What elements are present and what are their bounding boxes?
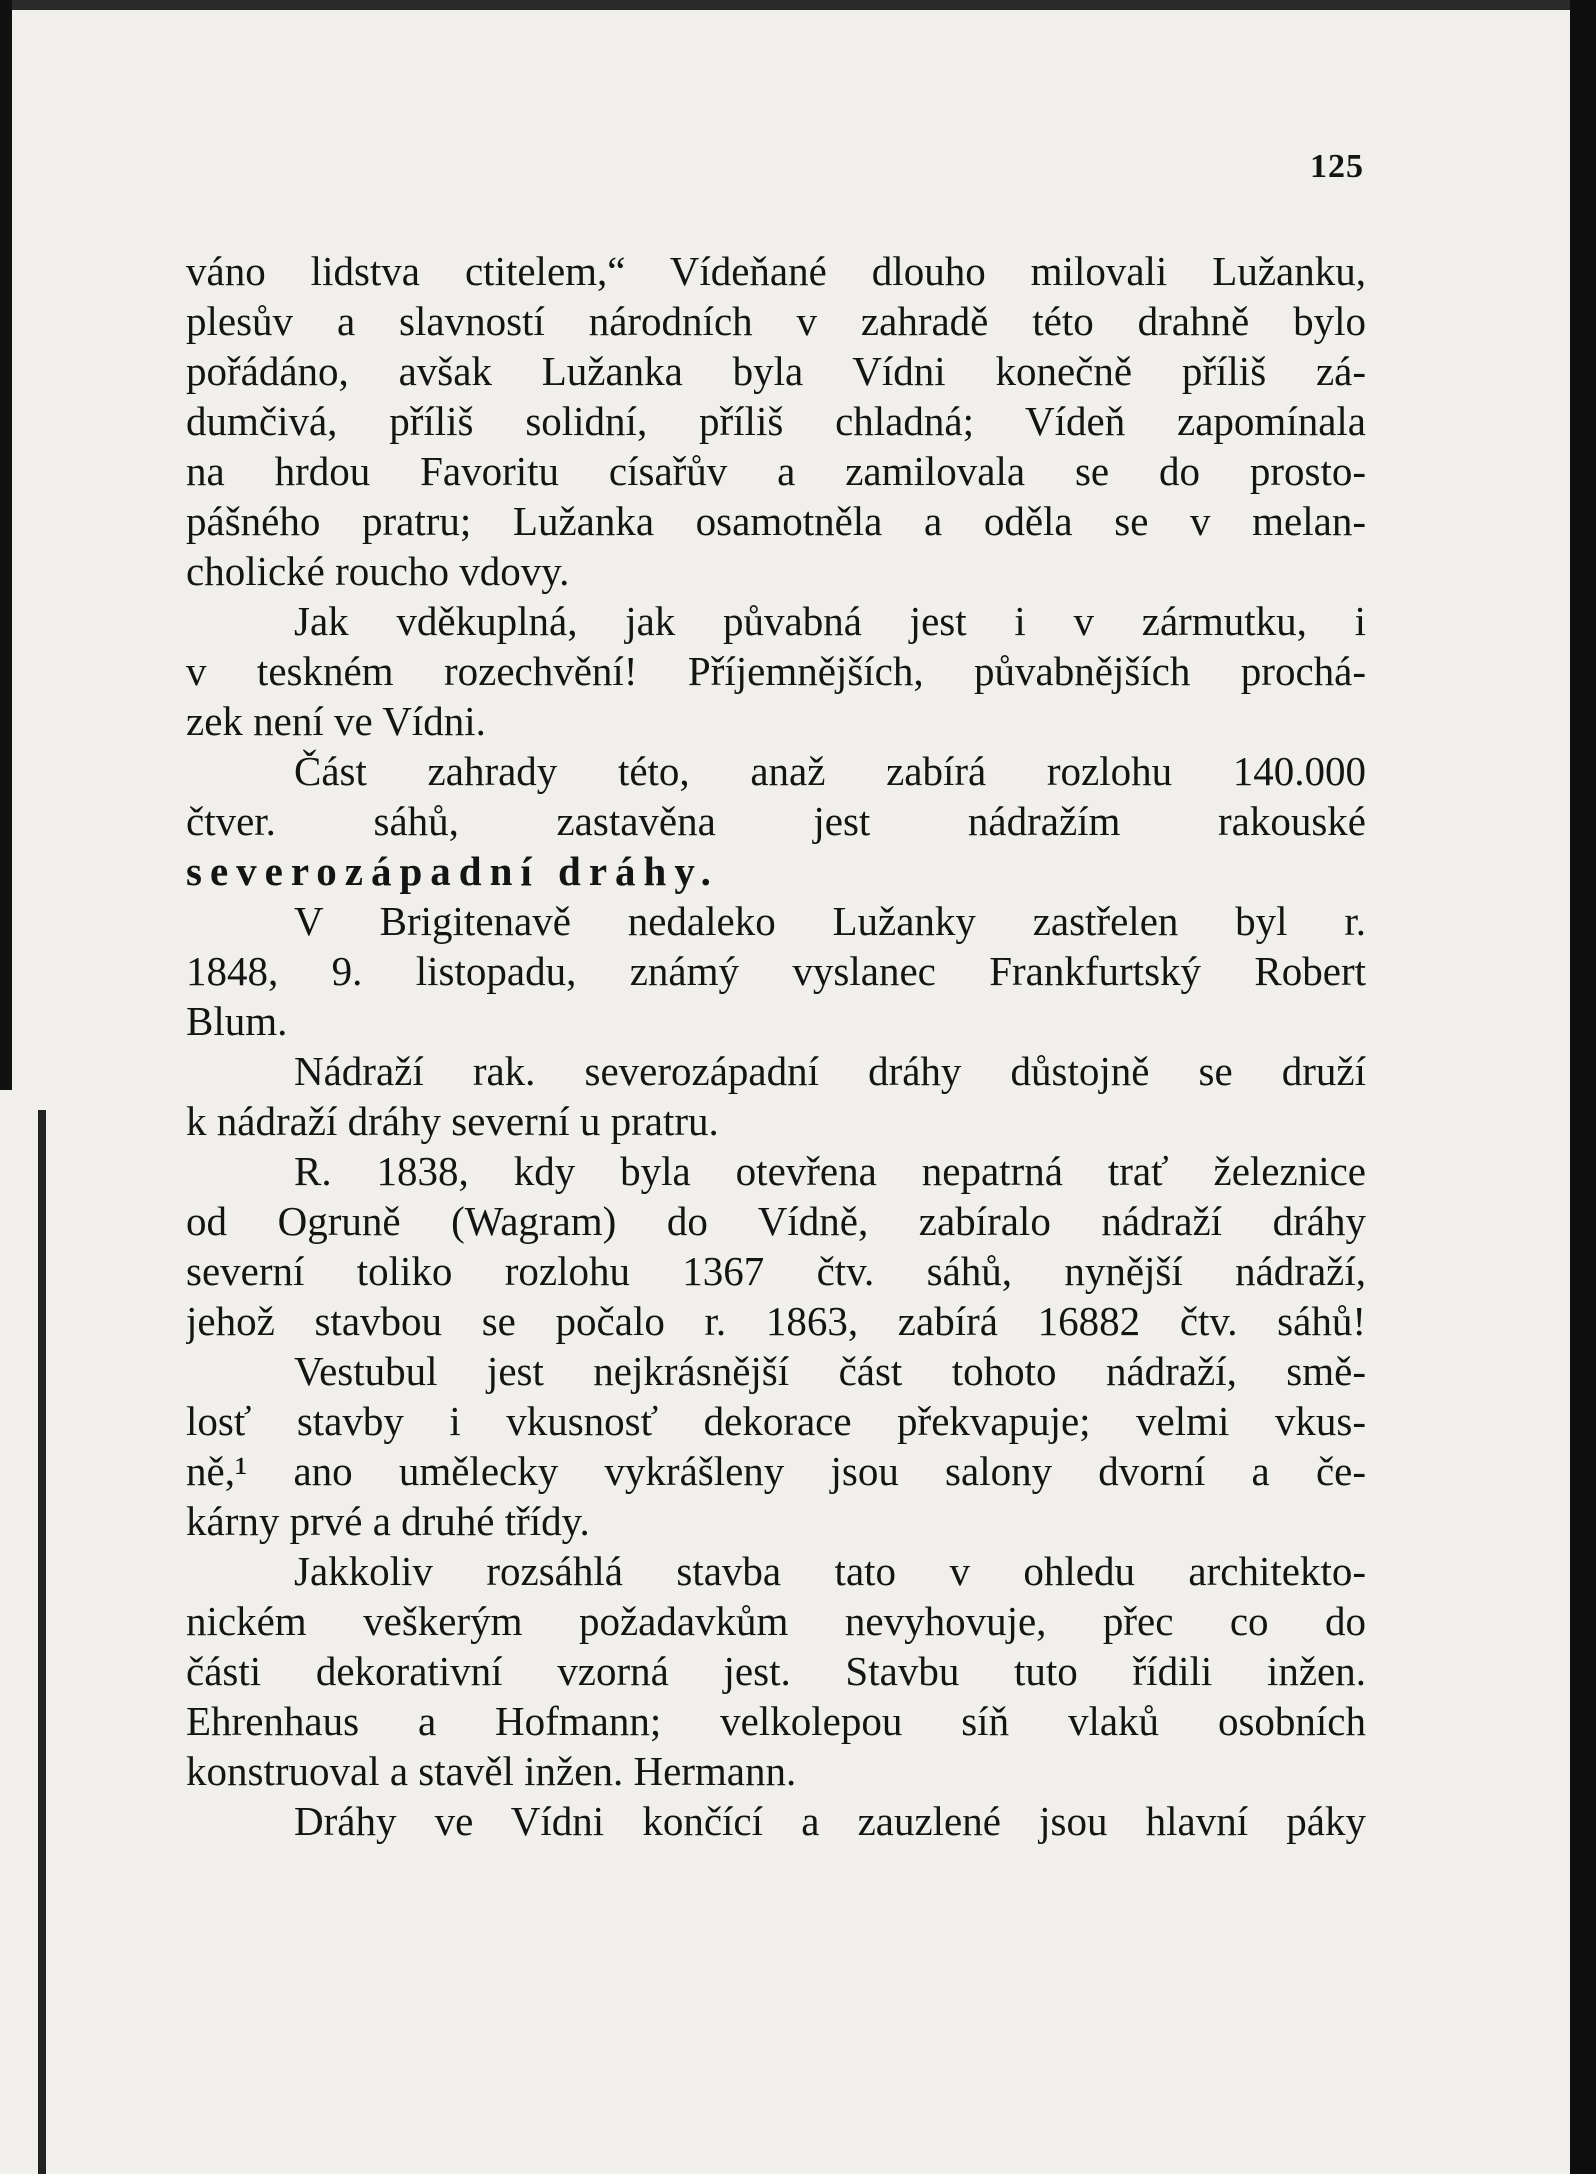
text-line: Blum. <box>186 998 288 1044</box>
page-number: 125 <box>1310 148 1364 185</box>
page-top-edge <box>0 0 1596 10</box>
text-line: pášného pratru; Lužanka osamotněla a oděla se v melan- <box>186 498 1366 544</box>
text-line: Část zahrady této, anaž zabírá rozlohu 140.000 <box>294 748 1366 794</box>
text-line: na hrdou Favoritu císařův a zamilovala se do prosto- <box>186 448 1366 494</box>
text-line: Nádraží rak. severozápadní dráhy důstojně se druží <box>294 1048 1366 1094</box>
text-line: severní toliko rozlohu 1367 čtv. sáhů, nynější nádraží, <box>186 1248 1366 1294</box>
binding-shadow-left <box>0 0 12 1090</box>
text-line: v teskném rozechvění! Příjemnějších, půvabnějších prochá- <box>186 648 1366 694</box>
text-line: kárny prvé a druhé třídy. <box>186 1498 590 1544</box>
text-line: 1848, 9. listopadu, známý vyslanec Frankfurtský Robert <box>186 948 1366 994</box>
text-line: konstruoval a stavěl inžen. Hermann. <box>186 1748 797 1794</box>
text-line: V Brigitenavě nedaleko Lužanky zastřelen byl r. <box>294 898 1366 944</box>
text-line: nickém veškerým požadavkům nevyhovuje, přec co do <box>186 1598 1366 1644</box>
text-line: váno lidstva ctitelem,“ Vídeňané dlouho milovali Lužanku, <box>186 248 1366 294</box>
text-line: od Ogruně (Wagram) do Vídně, zabíralo nádraží dráhy <box>186 1198 1366 1244</box>
text-line: severozápadní dráhy. <box>186 848 719 894</box>
text-line: Jakkoliv rozsáhlá stavba tato v ohledu architekto- <box>294 1548 1366 1594</box>
text-line: Dráhy ve Vídni končící a zauzlené jsou hlavní páky <box>294 1798 1366 1844</box>
text-line: části dekorativní vzorná jest. Stavbu tuto řídili inžen. <box>186 1648 1366 1694</box>
text-line: čtver. sáhů, zastavěna jest nádražím rakouské <box>186 798 1366 844</box>
text-line: losť stavby i vkusnosť dekorace překvapuje; velmi vkus- <box>186 1398 1366 1444</box>
text-line: Jak vděkuplná, jak půvabná jest i v zármutku, i <box>294 598 1366 644</box>
text-line: Ehrenhaus a Hofmann; velkolepou síň vlaků osobních <box>186 1698 1366 1744</box>
page-right-edge <box>1570 0 1596 2174</box>
text-line: R. 1838, kdy byla otevřena nepatrná trať železnice <box>294 1148 1366 1194</box>
text-line: plesův a slavností národních v zahradě této drahně bylo <box>186 298 1366 344</box>
body-text <box>186 246 1366 1846</box>
text-line: pořádáno, avšak Lužanka byla Vídni konečně příliš zá- <box>186 348 1366 394</box>
text-line: cholické roucho vdovy. <box>186 548 570 594</box>
text-line: k nádraží dráhy severní u pratru. <box>186 1098 719 1144</box>
text-line: Vestubul jest nejkrásnější část tohoto nádraží, smě- <box>294 1348 1366 1394</box>
binding-shadow-left-lower <box>38 1110 46 2174</box>
text-line: ně,¹ ano umělecky vykrášleny jsou salony dvorní a če- <box>186 1448 1366 1494</box>
text-line: dumčivá, příliš solidní, příliš chladná; Vídeň zapomínala <box>186 398 1366 444</box>
text-line: zek není ve Vídni. <box>186 698 486 744</box>
text-line: jehož stavbou se počalo r. 1863, zabírá 16882 čtv. sáhů! <box>186 1298 1366 1344</box>
